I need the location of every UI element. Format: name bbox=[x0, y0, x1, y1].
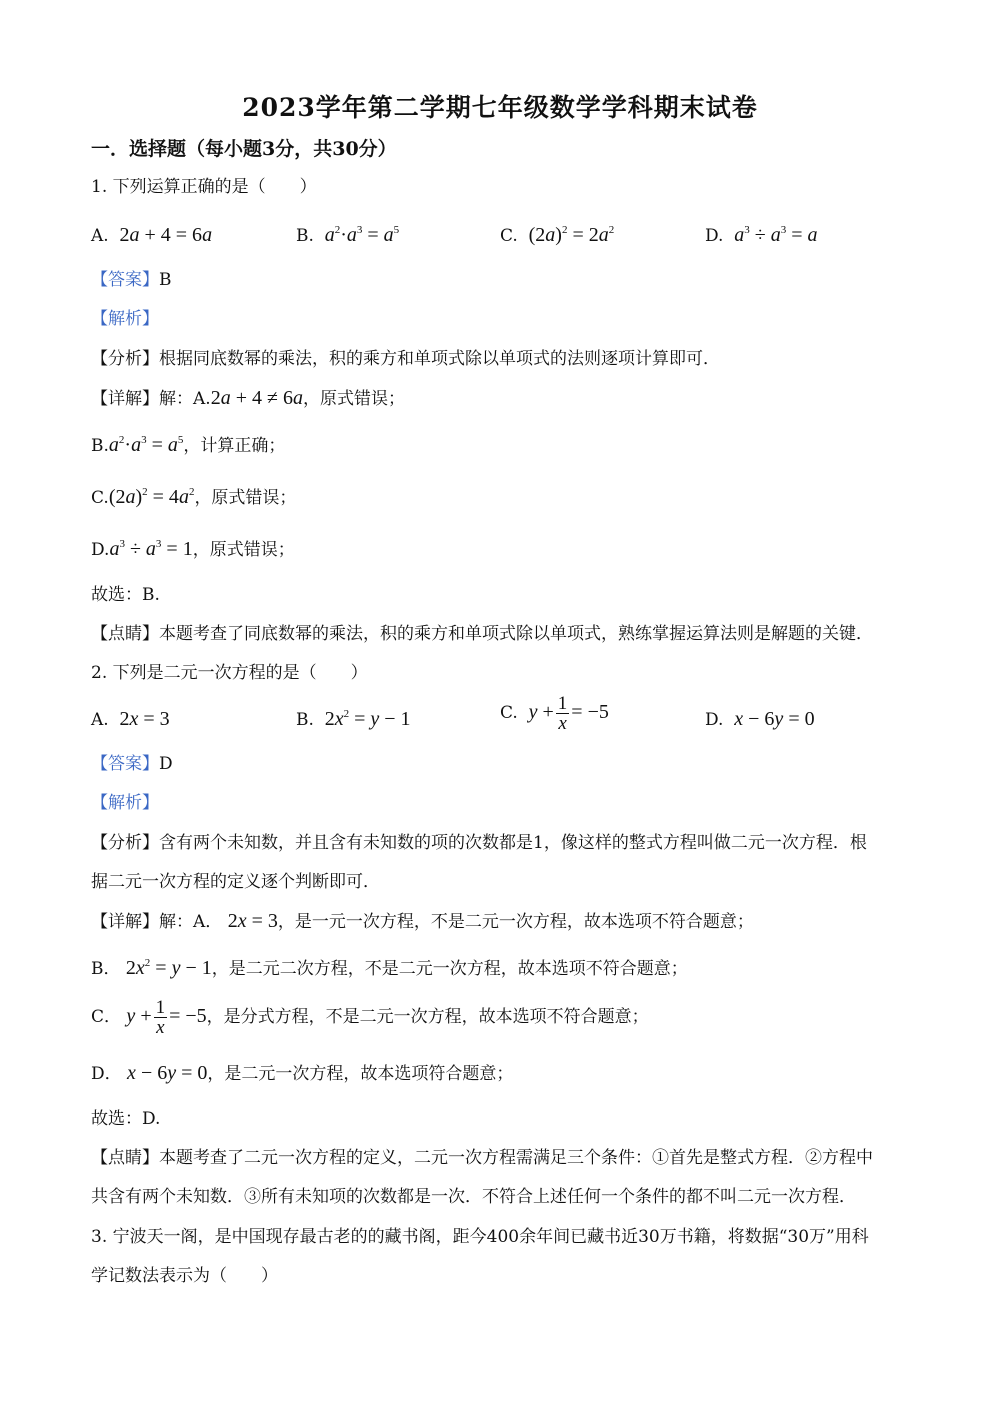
q1-stem: 1. 下列运算正确的是（ ） bbox=[91, 177, 317, 197]
q1-xiangjie-d: $D.a^3 \div a^3 = 1$，原式错误； bbox=[91, 538, 295, 560]
q2-dianjing-2: 共含有两个未知数．③所有未知项的次数都是一次．不符合上述任何一个条件的都不叫二元一次方程． bbox=[91, 1187, 856, 1207]
q2-fenxi-1: 【分析】含有两个未知数，并且含有未知数的项的次数都是1，像这样的整式方程叫做二元一次方程．根 bbox=[91, 833, 867, 853]
q2-option-c[interactable]: C. y + $\frac{1}{x}$ = −5 bbox=[500, 693, 609, 734]
q2-xiangjie-d: D． x − 6y = 0，是二元一次方程，故本选项符合题意； bbox=[91, 1062, 514, 1084]
q2-dianjing-1: 【点睛】本题考查了二元一次方程的定义，二元一次方程需满足三个条件：①首先是整式方程．②方程中 bbox=[91, 1148, 873, 1168]
q1-xiangjie-a: 【详解】解：A.2a + 4 ≠ 6a，原式错误； bbox=[91, 387, 405, 409]
q2-xiangjie-c: C． y + $\frac{1}{x}$ = −5，是分式方程，不是二元一次方程，故本选项不符合题意； bbox=[91, 997, 649, 1038]
section-heading: 一．选择题（每小题3分，共30分） bbox=[91, 138, 397, 160]
q2-stem: 2. 下列是二元一次方程的是（ ） bbox=[91, 663, 368, 683]
q1-option-c[interactable]: C. $(2a)^2 = 2a^2$ bbox=[500, 224, 615, 246]
q1-fenxi: 【分析】根据同底数幂的乘法，积的乘方和单项式除以单项式的法则逐项计算即可． bbox=[91, 349, 720, 369]
q3-stem-2: 学记数法表示为（ ） bbox=[91, 1266, 278, 1286]
q1-option-a[interactable]: A. 2a + 4 = 6a bbox=[91, 224, 213, 246]
q1-xiangjie-c: $C.(2a)^2 = 4a^2$，原式错误； bbox=[91, 486, 297, 508]
q1-analysis-label: 【解析】 bbox=[91, 309, 159, 329]
q1-dianjing: 【点睛】本题考查了同底数幂的乘法，积的乘方和单项式除以单项式，熟练掌握运算法则是解题的关键． bbox=[91, 624, 873, 644]
page-title: 2023学年第二学期七年级数学学科期末试卷 bbox=[242, 93, 758, 122]
q1-guxuan: 故选：B. bbox=[91, 585, 160, 605]
q2-option-a[interactable]: A. 2x = 3 bbox=[91, 708, 170, 730]
q2-guxuan: 故选：D. bbox=[91, 1109, 161, 1129]
q2-xiangjie-a: 【详解】解：A． 2x = 3，是一元一次方程，不是二元一次方程，故本选项不符合题意； bbox=[91, 910, 754, 932]
q3-stem-1: 3. 宁波天一阁，是中国现存最古老的的藏书阁，距今400余年间已藏书近30万书籍，将数据“30万”用科 bbox=[91, 1227, 869, 1247]
q1-answer: 【答案】B bbox=[91, 270, 172, 290]
q2-xiangjie-b: B． $2x^2 = y - 1$，是二元二次方程，不是二元一次方程，故本选项不符合题意； bbox=[91, 957, 688, 979]
q2-answer: 【答案】D bbox=[91, 754, 173, 774]
q2-option-d[interactable]: D. x − 6y = 0 bbox=[705, 708, 815, 730]
q2-analysis-label: 【解析】 bbox=[91, 793, 159, 813]
q1-xiangjie-b: $B.a^2\cdot a^3 = a^5$，计算正确； bbox=[91, 434, 286, 456]
q1-option-d[interactable]: D. $a^3 \div a^3 = a$ bbox=[705, 224, 818, 246]
q2-fenxi-2: 据二元一次方程的定义逐个判断即可． bbox=[91, 872, 380, 892]
q1-option-b[interactable]: B. $a^2\cdot a^3 = a^5$ bbox=[296, 224, 400, 246]
q2-option-b[interactable]: B. $2x^2 = y - 1$ bbox=[296, 708, 411, 730]
